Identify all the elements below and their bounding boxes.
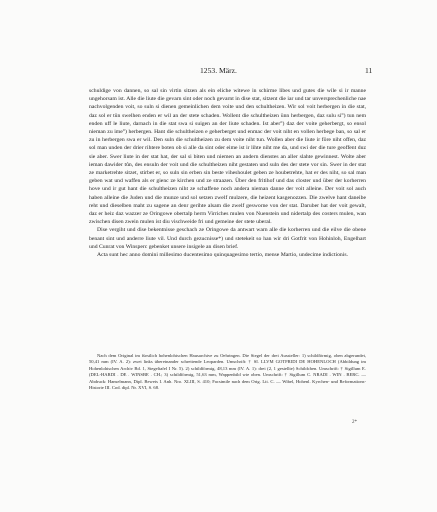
running-header — [0, 65, 437, 77]
source-note: Nach dem Original im fürstlich hohenlohischen Hausarchive zu Oehringen. Die Siegel der drei Aussteller: 1) schildförmig, oben abgerundet, 50,41 mm (IV. A. 2): zwei links übereinander schreitende Leoparden. Umschrift: † SI. LLVM GOTFRIDI DE HOHENLOCH (Abbildung im Hohenlohischen Archiv Bd. 1, Siegeltafel I Nr. 5). 2) schildförmig, 48,13 mm (IV. A. 1): drei (2, 1 gestellte) Schildchen. Umschrift: † Sigillum E. (DEL-HARDI . DE . WINSBE . CH.; 3) schildförmig, 51,63 mm, Wappenbild wie oben. Umschrift: † Sigillum C. NRADI . WIN . BERC. — Abdruck: Hanselmann, Dipl. Beweis I. Anh. Nro. XLIII, S. 410; Facsimile nach dem Orig. Lit. C. — Wibel, Hohenl. Kyrchen- und Reformations-Historie III. Cod. dipl. Nr. XVI, S. 68. — [89, 353, 366, 391]
editorial-notes — [89, 353, 366, 391]
charter-paragraph-attestation: Dise vergiht und dise bekentnisse geschach ze Oringowe da antwart warn alle die korherren und die eilve die obene benant sint und anderre liute vil. Und durch gezucnisse*) und stetekeit so han wir dri Gotfrit von Hohinloh, Engelhart und Cunrat von Winsperc gebenket unsere insigele an disen brief. — [89, 227, 366, 250]
header-year-month: 1253. März. — [200, 66, 237, 75]
page-number: 11 — [365, 66, 373, 75]
signature-mark: 2* — [352, 420, 357, 425]
charter-paragraph-dating: Acta sunt hec anno domini millesimo ducentesimo quinquagesimo tertio, mense Martio, undecime indictionis. — [97, 252, 348, 259]
charter-text — [89, 87, 366, 259]
charter-paragraph-main: schuldige von dannen, so sal sin virtin sitzen als ein eliche witewe in schirme libes und gutes die wile si ir manne ungehorsam ist. Alle die liute die gevarn sint oder noch gevarnt in dise stat, sitzent die iar und tar unversprechenliche nae nachvolgenden voit, so suln si dienen gemeinlichen dem voite und den schultheizen. Wir sol voit herbergen in die stat, daz sol er tün swelhen enden er wil an der stete schaden. Wollent die schultheizen ünn herbergen, daz sulu si°) tun nem enden uff le liute, darnach in die stat swa si suigen an der liute schaden. Ist aber°) daz der voite geherbergt, so ensol nieman zu ime°) herbergen. Hant die schultheizen e geherberget und enmac der voit niht en vollen herbege ban, so sal er zu in herbergen swa er wil. Den suln die schultheizen zu dem voite niht tun. Wollen aber die liute ir före niht offen, daz sol man unden der drier rihtere boten ob si alle da sint oder eime ist ir lihte niht me da, und swi der die ture geoffent duz sie aber. Swer liute in der stat hat, der sal si biten und niemen an andern dienstes an aller slahte gewinnest. Wolte aber ieman dawider tůn, des ensuln der voit und die schultheizen niht gestaten und suln des der stete vor sin. Swer in der stat ze marketrehte sitzet, stirbet er, so suln sin erben sin beste viheshoulet geben ze houbetrehte, hat er des niht, so sal man geben wat und waffen als er gienc ze kirchen und ze straazen. Über den fritihof und das closter und über der korherren hove und ir gut hant die schultheizen niht ze schaffene noch andera nieman danne der voit alleine. Der voit sol auch haben alleine die Juden und die munze und sol setzen zwelf mulzere, die heizent kasgenozzen. Die zwelve hant daneibe reht und dieselben maht zu sagene an denr gerihte alsam die zwelf gesworne von der stat. Daruber hat der voit gewalt, daz er heiz daz wazzer ze Oringowe obertalp herrn Virriches mulen von Nuenstein und nidertalp des costers mulen, wan zwischen disen zwein mulen ist diu vischweide fri und gemeine der stete uberal. — [89, 88, 366, 226]
